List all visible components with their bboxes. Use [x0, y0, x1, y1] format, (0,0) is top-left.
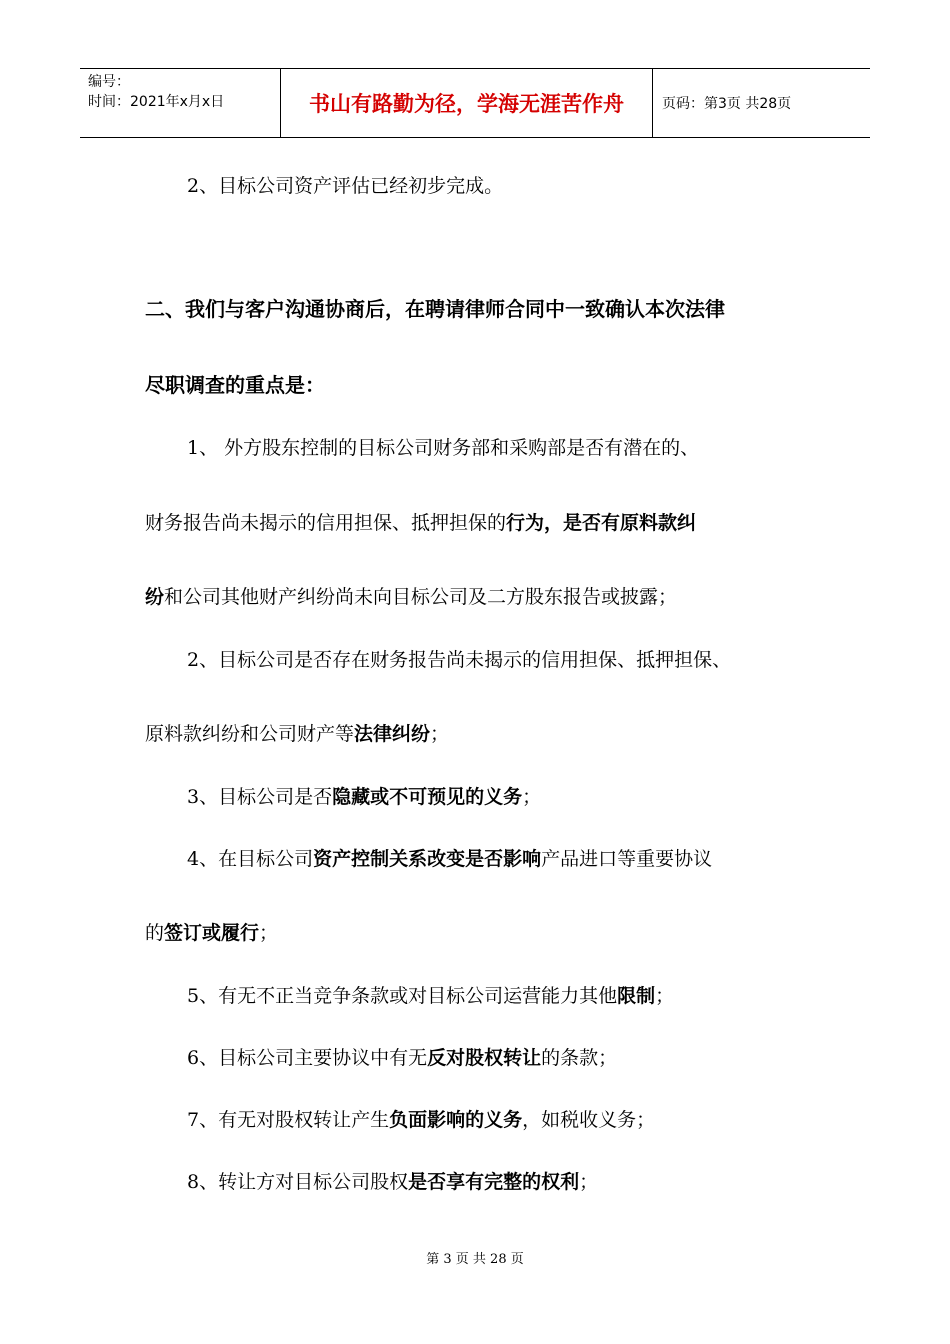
item-2-line-1: 2、目标公司是否存在财务报告尚未揭示的信用担保、抵押担保、 [187, 649, 732, 671]
emphasis: 法律纠纷 [354, 723, 431, 745]
emphasis: 资产控制关系改变是否影响 [313, 848, 542, 870]
page-footer: 第 3 页 共 28 页 [426, 1252, 524, 1267]
emphasis: 限制 [617, 985, 656, 1007]
document-date-label: 时间：2021年x月x日 [88, 94, 225, 110]
emphasis: 纷 [145, 586, 165, 608]
text-run: 8、转让方对目标公司股权 [187, 1171, 409, 1193]
text-run: 4、在目标公司 [187, 848, 314, 870]
emphasis: 隐藏或不可预见的义务 [332, 786, 523, 808]
item-7 [187, 1107, 655, 1133]
text-run: ； [655, 985, 675, 1007]
text-run: 产品进口等重要协议 [541, 848, 713, 870]
paragraph-line: 2、目标公司资产评估已经初步完成。 [187, 175, 504, 197]
text-run: 的 [145, 922, 165, 944]
item-2-line-2 [145, 721, 449, 747]
section-heading-cont: 尽职调查的重点是： [145, 373, 325, 397]
text-run: ，如税收义务； [522, 1109, 656, 1131]
text-run: 3、目标公司是否 [187, 786, 333, 808]
item-5 [187, 983, 674, 1009]
emphasis: 负面影响的义务 [389, 1109, 523, 1131]
text-run: 5、有无不正当竞争条款或对目标公司运营能力其他 [187, 985, 618, 1007]
header-motto: 书山有路勤为径，学海无涯苦作舟 [281, 69, 653, 137]
emphasis: 行为，是否有原料款纠 [506, 512, 697, 534]
section-heading: 二、我们与客户沟通协商后，在聘请律师合同中一致确认本次法律 [145, 297, 725, 321]
text-run: ； [579, 1171, 599, 1193]
item-4-line-2 [145, 920, 278, 946]
page-header [80, 68, 870, 138]
text-run: 的条款； [541, 1047, 618, 1069]
text-run: 原料款纠纷和公司财产等 [145, 723, 355, 745]
emphasis: 反对股权转让 [427, 1047, 542, 1069]
item-8 [187, 1169, 598, 1195]
emphasis: 是否享有完整的权利 [408, 1171, 580, 1193]
text-run: 财务报告尚未揭示的信用担保、抵押担保的 [145, 512, 507, 534]
item-6 [187, 1045, 617, 1071]
text-run: 7、有无对股权转让产生 [187, 1109, 390, 1131]
item-3 [187, 784, 541, 810]
text-run: 6、目标公司主要协议中有无 [187, 1047, 428, 1069]
item-4-line-1 [187, 846, 712, 872]
document-number-label: 编号： [88, 74, 130, 90]
item-1-line-3 [145, 584, 677, 610]
emphasis: 签订或履行 [164, 922, 260, 944]
header-meta [80, 69, 281, 137]
text-run: ； [522, 786, 542, 808]
item-1-line-2 [145, 510, 696, 536]
text-run: ； [430, 723, 450, 745]
item-1-line-1: 1、 外方股东控制的目标公司财务部和采购部是否有潜在的、 [187, 437, 700, 459]
text-run: ； [259, 922, 279, 944]
text-run: 和公司其他财产纠纷尚未向目标公司及二方股东报告或披露； [164, 586, 678, 608]
header-page-info: 页码：第3页 共28页 [662, 96, 792, 112]
